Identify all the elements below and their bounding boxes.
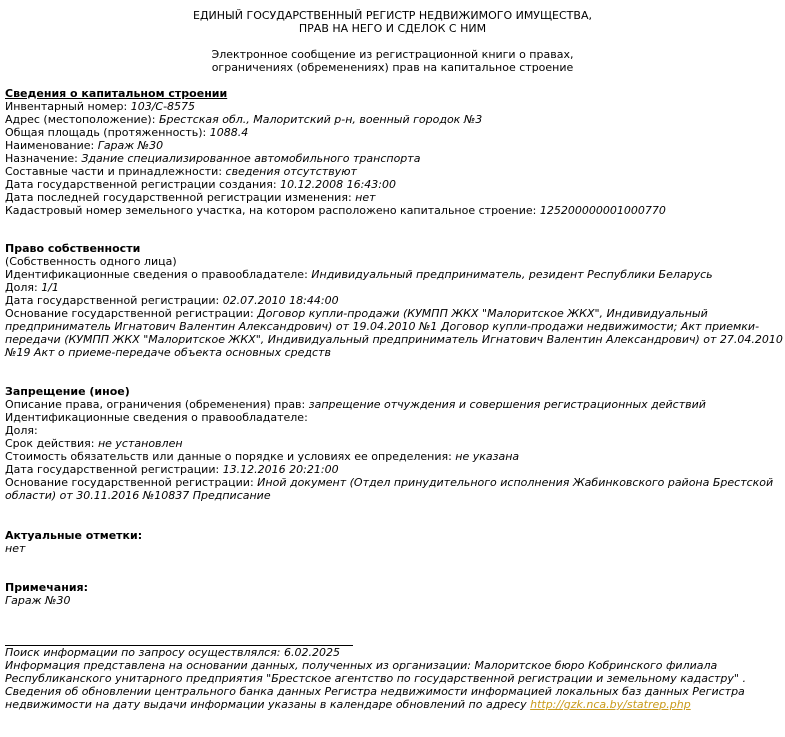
name: [5, 139, 163, 152]
field-value: Индивидуальный предприниматель, резидент Республики Беларусь: [311, 268, 713, 281]
total-area: [5, 126, 248, 139]
field-value: 1/1: [41, 281, 59, 294]
field-value: 1088.4: [209, 126, 249, 139]
field-value: нет: [5, 542, 26, 555]
notes-value: [5, 594, 70, 607]
field-label: Дата последней государственной регистрации изменения:: [5, 191, 356, 204]
footer-text: Сведения об обновлении центрального банка данных Регистра недвижимости информацией локальных баз данных Регистра: [5, 685, 745, 698]
field-label: Наименование:: [5, 139, 98, 152]
field-label: Составные части и принадлежности:: [5, 165, 226, 178]
field-label: Назначение:: [5, 152, 82, 165]
field-value: нет: [355, 191, 376, 204]
update-info-cont: [5, 698, 691, 711]
obligation-cost: [5, 450, 519, 463]
source-info: [5, 659, 717, 672]
cadastral-number: [5, 204, 666, 217]
last-change-date: [5, 191, 376, 204]
prohibition-holder: Идентификационные сведения о правообладателе:: [5, 411, 308, 424]
field-value: 10.12.2008 16:43:00: [280, 178, 397, 191]
footer-text: Республиканского унитарного предприятия "Брестское агентство по государственной регистрации и земельному кадастру" .: [5, 672, 746, 685]
prohibition-registration-date: [5, 463, 339, 476]
field-value: передачи (КУМПП ЖКХ "Малоритское ЖКХ", Индивидуальный предприниматель Игнатович Валентин Александрович) от 27.04.2010: [5, 333, 783, 346]
field-value: 13.12.2016 20:21:00: [222, 463, 339, 476]
field-label: Адрес (местоположение):: [5, 113, 159, 126]
footer-text: Поиск информации по запросу осуществлялся: 6.02.2025: [5, 646, 340, 659]
field-label: Инвентарный номер:: [5, 100, 131, 113]
search-date: [5, 646, 340, 659]
field-value: №19 Акт о приеме-передаче объекта основных средств: [5, 346, 331, 359]
ownership-basis-cont: [5, 333, 783, 346]
current-marks-value: [5, 542, 25, 555]
prohibition-share: Доля:: [5, 424, 38, 437]
ownership-subtitle: (Собственность одного лица): [5, 255, 177, 268]
register-title-line1: ЕДИНЫЙ ГОСУДАРСТВЕННЫЙ РЕГИСТР НЕДВИЖИМОГО ИМУЩЕСТВА,: [193, 9, 592, 22]
creation-registration-date: [5, 178, 396, 191]
ownership-section-title: Право собственности: [5, 242, 141, 255]
field-value: 125200000001000770: [539, 204, 666, 217]
field-label: Дата государственной регистрации:: [5, 463, 223, 476]
field-label: Дата государственной регистрации:: [5, 294, 223, 307]
notes-title: Примечания:: [5, 581, 88, 594]
owner-info: [5, 268, 713, 281]
register-title-line2: ПРАВ НА НЕГО И СДЕЛОК С НИМ: [298, 22, 487, 35]
building-section-title: Сведения о капитальном строении: [5, 87, 228, 100]
restriction-description: [5, 398, 706, 411]
field-label: Описание права, ограничения (обременения) прав:: [5, 398, 309, 411]
source-info-cont: [5, 672, 746, 685]
field-label: Идентификационные сведения о правообладателе:: [5, 268, 312, 281]
field-label: Стоимость обязательств или данные о порядке и условиях ее определения:: [5, 450, 456, 463]
field-label: Кадастровый номер земельного участка, на котором расположено капитальное строение:: [5, 204, 540, 217]
field-label: Основание государственной регистрации:: [5, 476, 258, 489]
inventory-number: [5, 100, 195, 113]
field-label: Основание государственной регистрации:: [5, 307, 258, 320]
prohibition-basis-cont: [5, 489, 271, 502]
footer-text: недвижимости на дату выдачи информации указаны в календаре обновлений по адресу: [5, 698, 531, 711]
field-value: Гараж №30: [97, 139, 164, 152]
field-value: Брестская обл., Малоритский р-н, военный городок №3: [158, 113, 483, 126]
field-label: Срок действия:: [5, 437, 98, 450]
field-value: 103/C-8575: [130, 100, 196, 113]
ownership-share: [5, 281, 59, 294]
field-value: не установлен: [97, 437, 183, 450]
field-value: 02.07.2010 18:44:00: [222, 294, 339, 307]
field-label: Доля:: [5, 281, 42, 294]
field-value: сведения отсутствуют: [225, 165, 357, 178]
field-value: предприниматель Игнатович Валентин Александрович) от 19.04.2010 №1 Договор купли-продажи недвижимости; Акт приемки-: [5, 320, 760, 333]
field-value: Иной документ (Отдел принудительного исполнения Жабинковского района Брестской: [257, 476, 774, 489]
message-subtitle-line2: ограничениях (обременениях) прав на капитальное строение: [211, 61, 574, 74]
update-calendar-link[interactable]: http://gzk.nca.by/statrep.php: [530, 698, 691, 711]
address: [5, 113, 482, 126]
field-value: не указана: [455, 450, 520, 463]
purpose: [5, 152, 420, 165]
components: [5, 165, 357, 178]
prohibition-basis: [5, 476, 773, 489]
field-value: запрещение отчуждения и совершения регистрационных действий: [308, 398, 706, 411]
update-info: [5, 685, 745, 698]
validity-term: [5, 437, 183, 450]
ownership-registration-date: [5, 294, 339, 307]
field-value: Договор купли-продажи (КУМПП ЖКХ "Малоритское ЖКХ", Индивидуальный: [257, 307, 708, 320]
field-label: Общая площадь (протяженность):: [5, 126, 210, 139]
field-value: Здание специализированное автомобильного транспорта: [81, 152, 421, 165]
message-subtitle-line1: Электронное сообщение из регистрационной книги о правах,: [211, 48, 574, 61]
ownership-basis-cont: [5, 346, 331, 359]
field-value: Гараж №30: [5, 594, 71, 607]
ownership-basis-cont: [5, 320, 759, 333]
field-value: области) от 30.11.2016 №10837 Предписание: [5, 489, 271, 502]
field-label: Дата государственной регистрации создания:: [5, 178, 281, 191]
current-marks-title: Актуальные отметки:: [5, 529, 143, 542]
footer-text: Информация представлена на основании данных, полученных из организации: Малоритское бюро Кобринского филиала: [5, 659, 718, 672]
ownership-basis: [5, 307, 708, 320]
prohibition-section-title: Запрещение (иное): [5, 385, 130, 398]
